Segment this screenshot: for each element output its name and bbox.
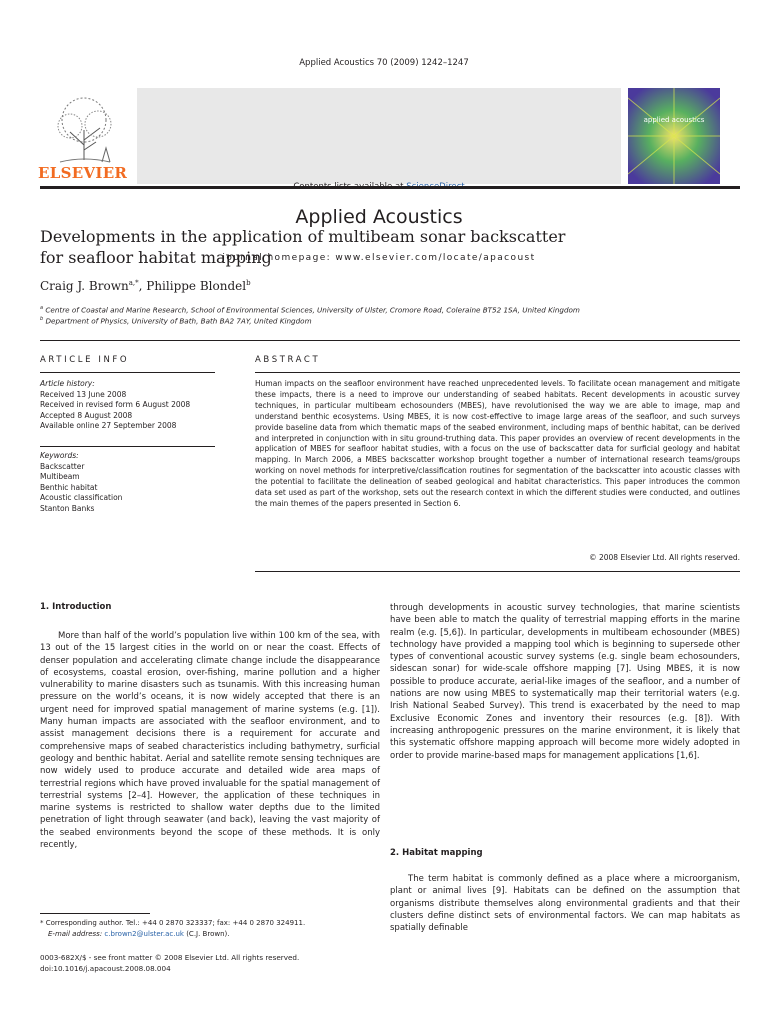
abstract-copyright: © 2008 Elsevier Ltd. All rights reserved. [589,553,740,562]
abstract-label: ABSTRACT [255,355,321,365]
journal-cover-image [628,88,720,184]
author-list [40,279,251,293]
header-rule [40,186,740,189]
abstract-text: Human impacts on the seafloor environment have reached unprecedented levels. To facilitate ocean management and mitigate these impacts, there is a need to improve our understanding of seabed habitats. Recent developments in acoustic survey techniques, in particular multibeam echosounders (MBES), have revolutionised the way we are able to image, map and understand benthic ecosystems. Using MBES, it is now cost-effective to image large areas of the seafloor, and such surveys provide baseline data from which thematic maps of the seabed environment, including maps of benthic habitat, can be derived and interpreted in conjunction with in situ ground-truthing data. This paper provides an overview of recent developments in the application of MBES for seafloor habitat studies, with a focus on the use of backscatter data for surficial geology and habitat mapping. In March 2006, a MBES backscatter workshop brought together a number of international research teams/groups working on novel methods for interpretive/classification routines for segmentation of the backscatter into acoustic classes with the potential to facilitate the delineation of seabed geological and habitat characteristics. This paper introduces the common data set used as part of the workshop, sets out the research context in which the different studies were conducted, and outlines the main themes of the papers presented in Section 6. [255,379,740,508]
affiliation-text: Department of Physics, University of Bath, Bath BA2 7AY, United Kingdom [45,316,312,326]
author-blondel-affil: b [246,279,251,287]
keyword: Benthic habitat [40,482,98,492]
journal-citation: Applied Acoustics 70 (2009) 1242–1247 [299,58,469,68]
doi-line: doi:10.1016/j.apacoust.2008.08.004 [40,964,171,973]
section-heading-introduction: 1. Introduction [40,602,112,612]
issn-line: 0003-682X/$ - see front matter © 2008 Elsevier Ltd. All rights reserved. [40,953,300,962]
intro-continued-paragraph [390,602,740,762]
keywords-rule [40,446,215,447]
author-blondel: Philippe Blondel [146,279,247,293]
article-info-rule [40,372,215,373]
email-label: E-mail address: [48,930,103,938]
article-history [40,379,190,432]
author-brown-affil: a,* [128,279,139,287]
cover-title: applied acoustics [643,116,705,124]
section-heading-habitat-mapping: 2. Habitat mapping [390,848,483,858]
keywords-label: Keywords: [40,451,79,460]
keyword: Stanton Banks [40,503,95,513]
history-label: Article history: [40,379,95,388]
history-received: Received 13 June 2008 [40,389,127,399]
intro-paragraph [40,630,380,851]
intro-continued-text: through developments in acoustic survey technologies, that marine scientists have been able to match the quality of terrestrial mapping efforts in the marine realm (e.g. [5,6]). In particular, developments in multibeam echosounder (MBES) technology have provided a mapping tool which is beginning to supersede other types of conventional acoustic survey systems (e.g. single beam echosounders, sidescan sonar) for wide-scale offshore mapping [7]. Using MBES, it is now possible to produce accurate, aerial-like images of the seafloor, and a number of nations are now using MBES to systematically map their territorial waters (e.g. Irish National Seabed Survey). This trend is exacerbated by the need to map Exclusive Economic Zones and inventory their resources (e.g. [8]). With increasing anthropogenic pressures on the marine environment, it is likely that this systematic offshore mapping approach will become more widely adopted in order to provide marine-based maps for management applications [1,6]. [390,603,740,761]
abstract-bottom-rule [255,571,740,572]
section-rule-top [40,340,740,341]
habitat-paragraph [390,873,740,934]
journal-homepage: journal homepage: www.elsevier.com/locate/apacoust [222,253,536,263]
keyword: Backscatter [40,461,85,471]
history-accepted: Accepted 8 August 2008 [40,410,133,420]
elsevier-wordmark: ELSEVIER [38,164,128,182]
abstract-rule [255,372,740,373]
article-info-label: ARTICLE INFO [40,355,130,365]
email-suffix: (C.J. Brown). [186,930,230,938]
keywords-block [40,451,122,514]
author-separator: , [138,279,147,293]
affiliation-b [40,316,740,325]
history-online: Available online 27 September 2008 [40,421,177,430]
keyword: Acoustic classification [40,493,123,502]
bottom-notice [40,952,299,974]
affiliation-mark: a [40,305,44,311]
email-line [40,929,380,940]
affiliation-a [40,305,740,314]
affiliation-text: Centre of Coastal and Marine Research, School of Environmental Sciences, University of Ulster, Cromore Road, Coleraine BT52 1SA, United Kingdom [45,305,580,315]
footnote [40,918,380,940]
footnote-rule [40,913,150,914]
intro-text: More than half of the world’s population live within 100 km of the sea, with 13 out of the 15 largest cities in the world on or near the coast. Effects of denser population and accelerating climate change include the disappearance of ecosystems, coastal erosion, over-fishing, marine pollution and a higher vulnerability to marine disasters such as tsunamis. With this increasing human pressure on the world’s oceans, it is now widely accepted that there is an urgent need for improved spatial management of marine systems (e.g. [1]). Many human impacts are associated with the seafloor environment, and to assist management decisions there is a requirement for accurate and comprehensive maps of seabed characteristics including bathymetry, surficial geology and benthic habitat. Aerial and satellite remote sensing techniques are now widely used to produce accurate and detailed wide area maps of terrestrial regions which have proved invaluable for the spatial management of terrestrial systems [2–4]. However, the application of these techniques in marine systems is restricted to shallow water depths due to the limited penetration of light through seawater (and back), leaving the vast majority of the seabed environments beyond the scope of these methods. It is only recently, [40,631,380,851]
journal-title: Applied Acoustics [295,206,463,228]
history-revised: Received in revised form 6 August 2008 [40,400,191,409]
article-title-line-2: for seafloor habitat mapping [40,248,272,267]
article-title [40,226,740,268]
habitat-text: The term habitat is commonly defined as a place where a microorganism, plant or animal lives [9]. Habitats can be defined on the assumption that organisms distribute themselves along environmental gradients and that their clusters define distinct sets of environmental factors. We can map habitats as spatially definable [390,874,740,934]
keyword: Multibeam [40,472,80,481]
affiliation-mark: b [40,316,44,322]
email-link[interactable]: c.brown2@ulster.ac.uk [104,930,184,938]
corresponding-author-note: * Corresponding author. Tel.: +44 0 2870 323337; fax: +44 0 2870 324911. [40,919,306,927]
article-title-line-1: Developments in the application of multibeam sonar backscatter [40,227,566,246]
author-brown: Craig J. Brown [40,279,129,293]
